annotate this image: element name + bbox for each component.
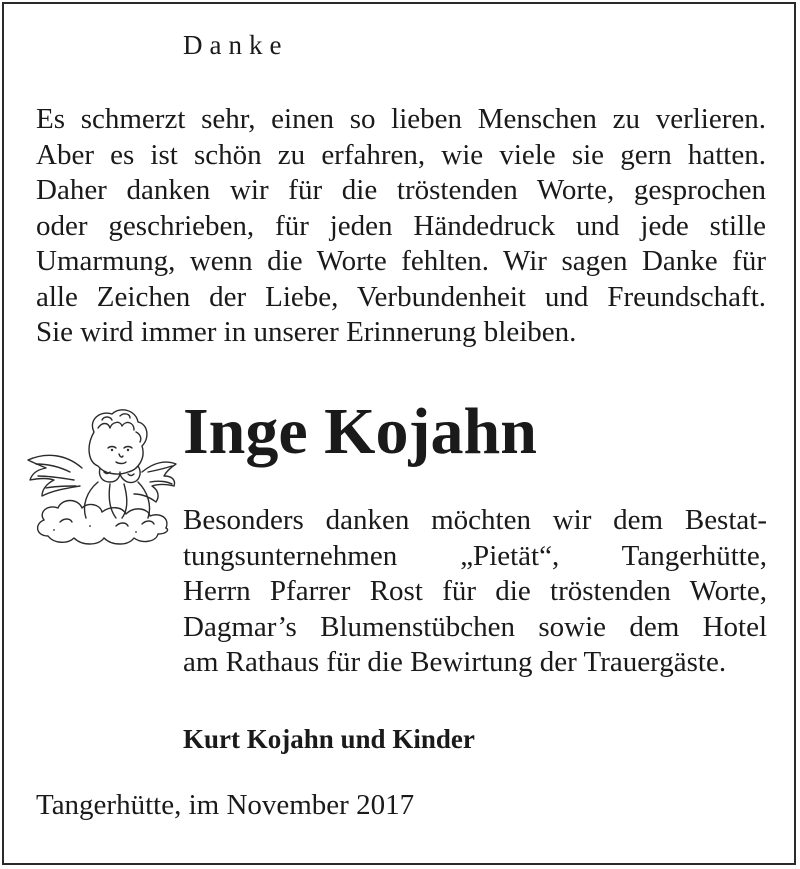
intro-line: Daher danken wir für die tröstenden Worte, gesprochen [36, 174, 766, 206]
signature: Kurt Kojahn und Kinder [183, 724, 475, 754]
thanks-line: tungsunternehmen „Pietät“, Tangerhütte, [183, 539, 767, 572]
intro-line: Sie wird immer in unserer Erinnerung bleiben. [36, 316, 577, 348]
thanks-line: Dagmar’s Blumenstübchen sowie dem Hotel [183, 610, 767, 643]
thanks-line: Besonders danken möchten wir dem Bestat- [183, 504, 767, 536]
intro-line: Aber es ist schön zu erfahren, wie viele sie gern hatten. [36, 138, 766, 171]
thanks-line: Herrn Pfarrer Rost für die tröstenden Worte, [183, 575, 767, 607]
intro-paragraph [36, 102, 766, 351]
thanks-paragraph [183, 503, 767, 681]
place-date: Tangerhütte, im November 2017 [36, 789, 415, 821]
thanks-line: am Rathaus für die Bewirtung der Trauergäste. [183, 646, 727, 678]
notice-heading: Danke [183, 30, 289, 60]
intro-line: Es schmerzt sehr, einen so lieben Menschen zu verlieren. [36, 103, 766, 135]
intro-line: oder geschrieben, für jeden Händedruck und jede stille [36, 209, 766, 242]
intro-line: Umarmung, wenn die Worte fehlten. Wir sagen Danke für [36, 245, 766, 277]
angel-cherub-icon [24, 402, 180, 562]
intro-line: alle Zeichen der Liebe, Verbundenheit und Freundschaft. [36, 280, 766, 313]
deceased-name: Inge Kojahn [183, 395, 537, 468]
